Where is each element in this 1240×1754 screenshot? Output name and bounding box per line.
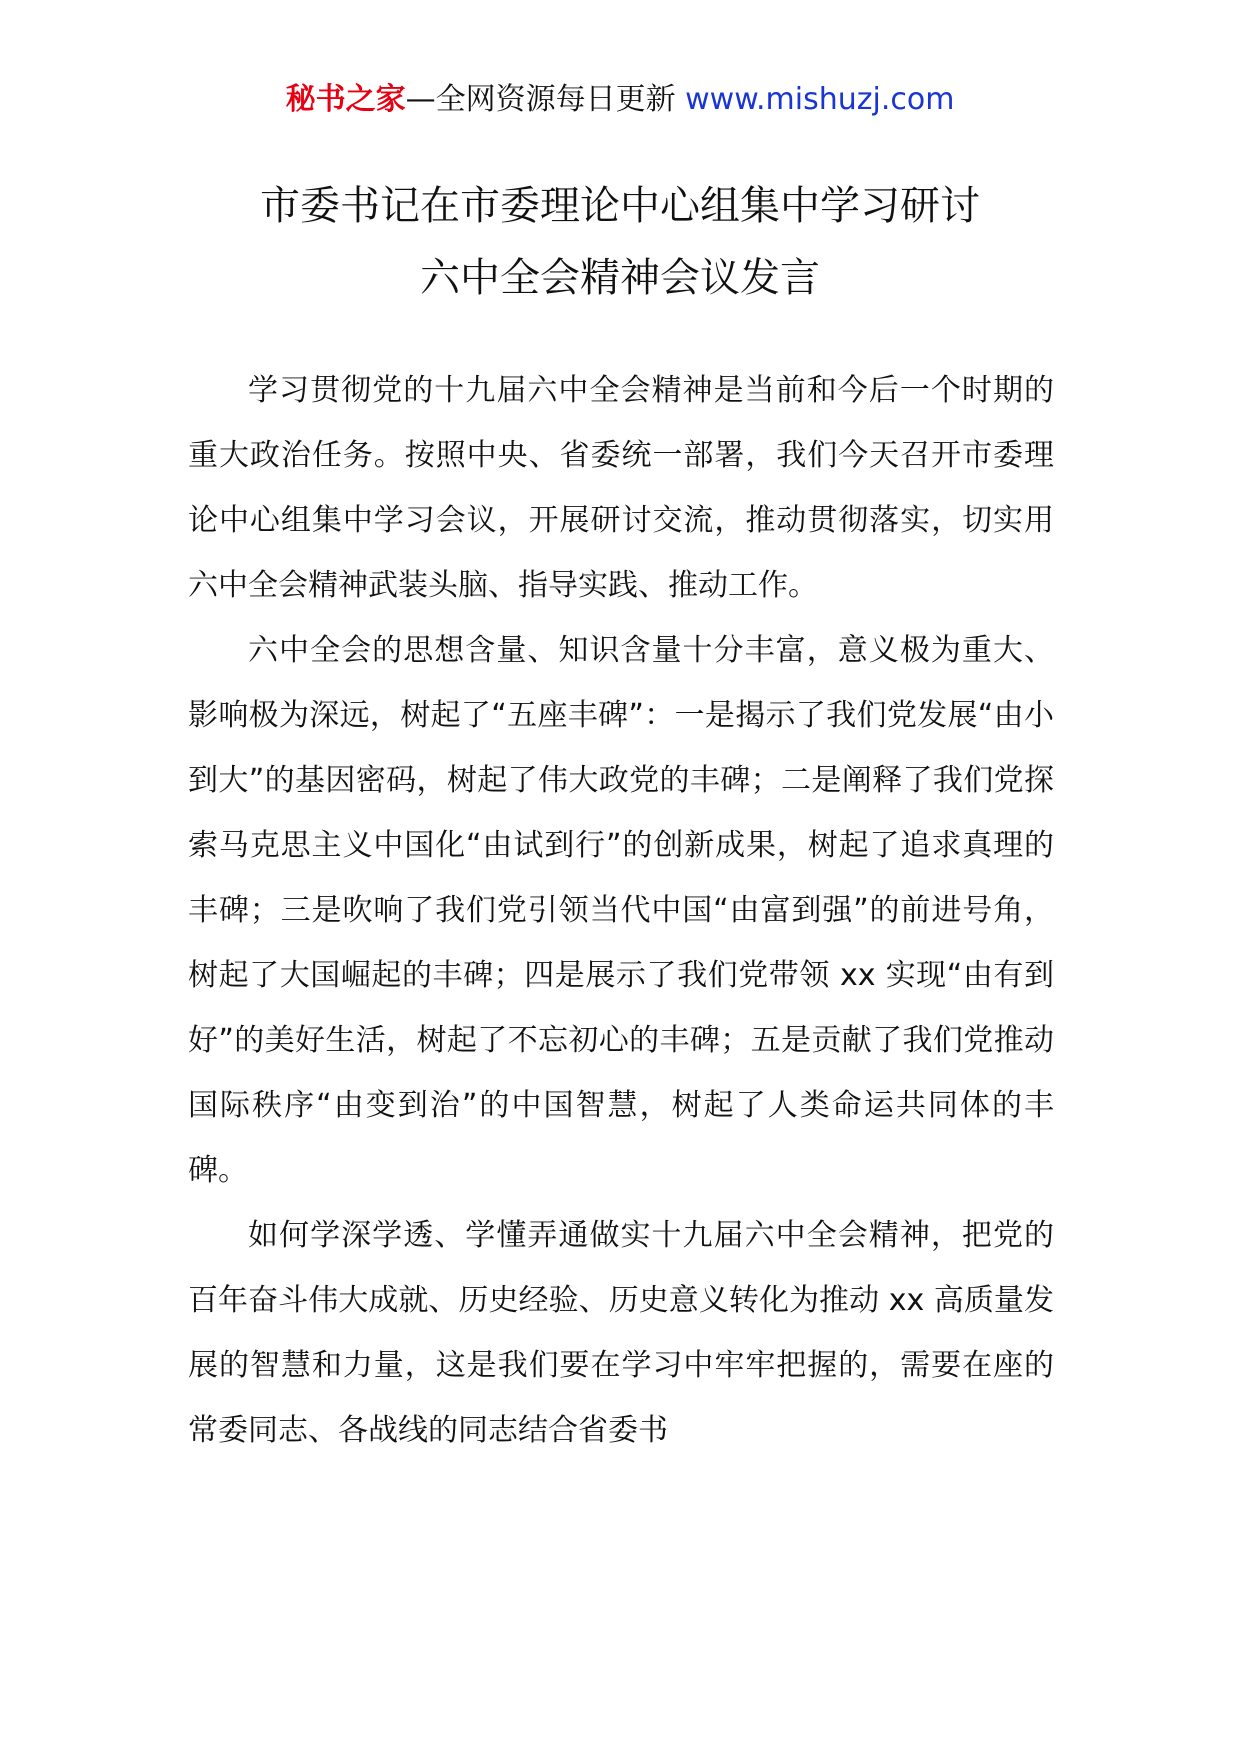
paragraph: 六中全会的思想含量、知识含量十分丰富，意义极为重大、影响极为深远，树起了“五座丰碑”：一是揭示了我们党发展“由小到大”的基因密码，树起了伟大政党的丰碑；二是阐释了我们党探索马克思主义中国化“由试到行”的创新成果，树起了追求真理的丰碑；三是吹响了我们党引领当代中国“由富到强”的前进号角，树起了大国崛起的丰碑；四是展示了我们党带领 xx 实现“由有到好”的美好生活，树起了不忘初心的丰碑；五是贡献了我们党推动国际秩序“由变到治”的中国智慧，树起了人类命运共同体的丰碑。 [188,633,1054,1188]
paragraph: 如何学深学透、学懂弄通做实十九届六中全会精神，把党的百年奋斗伟大成就、历史经验、历史意义转化为推动 xx 高质量发展的智慧和力量，这是我们要在学习中牢牢把握的，需要在座的常委同志、各战线的同志结合省委书 [188,1218,1054,1448]
site-tagline: —全网资源每日更新 [405,82,686,117]
document-title [160,170,1080,314]
site-header [0,78,1240,122]
brand-name: 秘书之家 [285,82,406,117]
document-body [188,358,1054,1463]
site-url-link[interactable]: www.mishuzj.com [685,82,955,117]
paragraph: 学习贯彻党的十九届六中全会精神是当前和今后一个时期的重大政治任务。按照中央、省委统一部署，我们今天召开市委理论中心组集中学习会议，开展研讨交流，推动贯彻落实，切实用六中全会精神武装头脑、指导实践、推动工作。 [188,373,1054,603]
title-line-2: 六中全会精神会议发言 [420,255,820,301]
title-line-1: 市委书记在市委理论中心组集中学习研讨 [260,183,980,229]
